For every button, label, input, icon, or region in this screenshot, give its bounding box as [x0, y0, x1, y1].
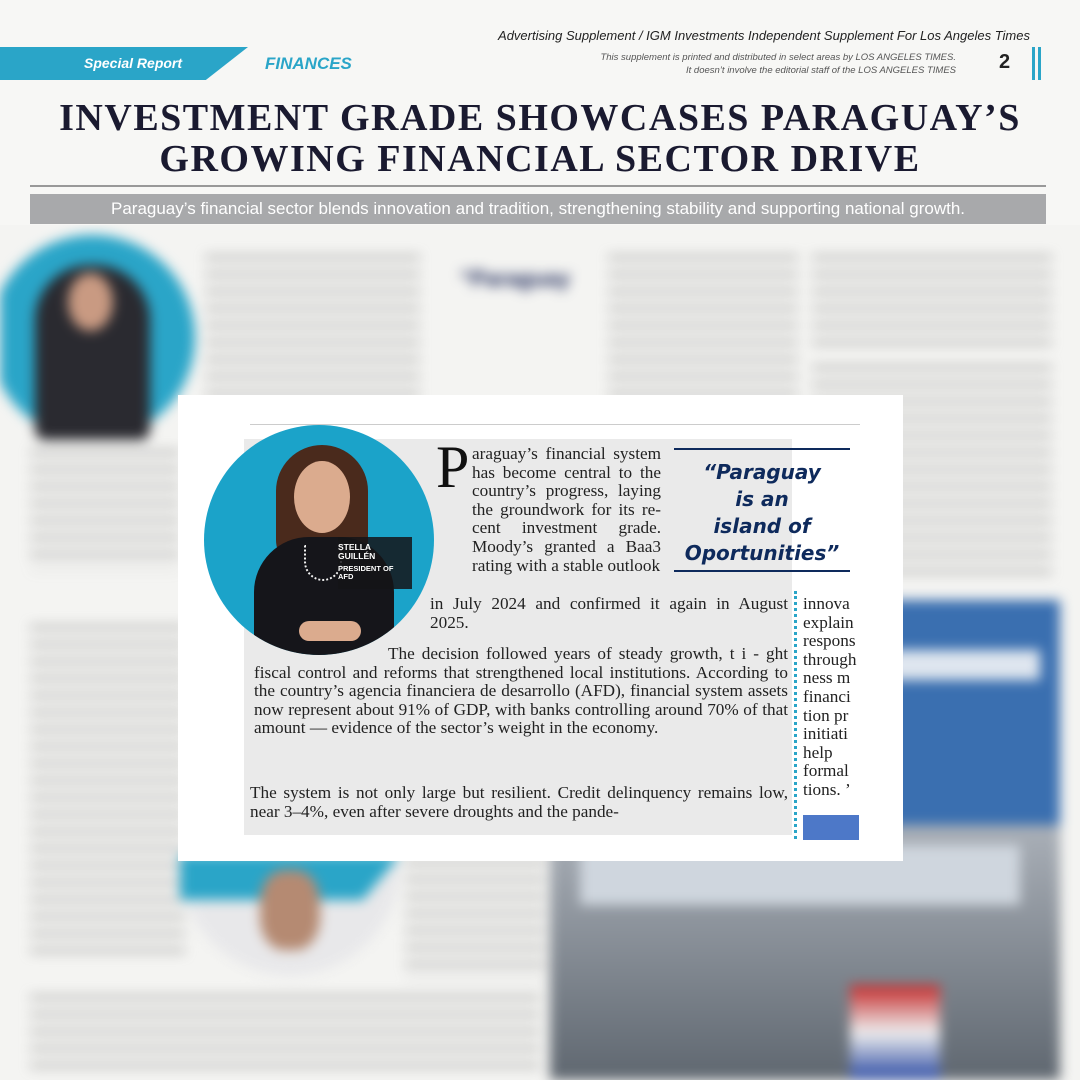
side-column-line: innova	[803, 595, 850, 613]
side-column-line: tion pr	[803, 705, 849, 725]
portrait-caption	[338, 537, 412, 589]
inset-top-rule	[250, 424, 860, 425]
headline	[20, 98, 1060, 180]
paragraph-3: The system is not only large but resilient. Credit delinquency remains low, near 3–4%, even after severe droughts and the pande-	[250, 783, 788, 821]
side-column-line: formal	[803, 761, 849, 781]
side-column-line: through	[803, 649, 857, 669]
side-column-line: help	[803, 742, 833, 762]
background-building-photo	[550, 825, 1060, 1080]
disclaimer-line: This supplement is printed and distributed in select areas by LOS ANGELES TIMES.	[600, 52, 956, 63]
pull-quote-rule	[674, 448, 850, 450]
background-text-column	[812, 255, 1052, 345]
headline-line: GROWING FINANCIAL SECTOR DRIVE	[159, 138, 921, 180]
page-number: 2	[999, 51, 1011, 73]
drop-cap: P	[436, 434, 470, 500]
side-column-image	[803, 815, 859, 840]
side-column-line: ness m	[803, 668, 851, 688]
background-text-column	[405, 860, 545, 980]
headline-rule	[30, 185, 1046, 187]
column-divider	[794, 591, 797, 839]
pull-quote-line: “Paraguay	[703, 460, 821, 484]
section-label: FINANCES	[265, 54, 352, 73]
paragraph-2: The decision followed years of steady growth, t i - ght fiscal control and reforms that strengthened local institutions. According to the country’s agencia financiera de desarrollo (AFD), financial system assets now represent about 91% of GDP, with banks controlling around 70% of that amount — evidence of the sector’s weight in the economy.	[254, 644, 788, 738]
side-column-line: financi	[803, 686, 851, 706]
page-bar	[1038, 47, 1041, 80]
paragraph-1-end: in July 2024 and confirmed it again in August 2025.	[430, 594, 788, 632]
supplement-line: Advertising Supplement / IGM Investments Independent Supplement For Los Angeles Times	[498, 28, 1030, 43]
background-text-column	[30, 625, 185, 955]
background-text-column	[30, 995, 540, 1080]
article-inset-card	[178, 395, 903, 861]
caption-name-line: STELLA	[338, 542, 372, 552]
pull-quote-line: island of	[713, 514, 811, 538]
special-report-label: Special Report	[84, 55, 183, 71]
deck-subtitle: Paraguay’s financial sector blends innovation and tradition, strengthening stability and supporting national growth.	[30, 194, 1046, 224]
paragraph-1-start: araguay’s financial system has become central to the country’s progress, laying the groundwork for its recent investment grade. Moody’s granted a Baa3 rating with a stable outlook	[472, 444, 661, 575]
background-pull-quote	[440, 265, 590, 375]
background-portrait	[180, 855, 400, 975]
caption-title-line: AFD	[338, 572, 354, 581]
caption-name-line: GUILLÉN	[338, 551, 376, 561]
background-portrait	[0, 235, 195, 440]
pull-quote	[674, 448, 850, 572]
side-column-line: explain	[803, 612, 854, 632]
background-text-column	[30, 450, 180, 570]
side-column-line: initiati	[803, 724, 848, 744]
side-column-text	[803, 595, 859, 800]
page-header	[0, 0, 1080, 225]
caption-title-line: PRESIDENT OF	[338, 564, 394, 573]
pull-quote-line: is an	[735, 487, 789, 511]
pull-quote-line: Oportunities”	[684, 541, 840, 565]
background-quote-text: “Paraguay	[459, 266, 571, 291]
caption-name	[338, 543, 375, 561]
caption-title	[338, 565, 393, 581]
page-bar	[1032, 47, 1035, 80]
pull-quote-text	[674, 459, 850, 567]
headline-line: INVESTMENT GRADE SHOWCASES PARAGUAY’S	[59, 97, 1021, 139]
side-column-line: respons	[803, 631, 856, 651]
disclaimer	[600, 51, 956, 77]
disclaimer-line: It doesn’t involve the editorial staff of the LOS ANGELES TIMES	[686, 65, 956, 76]
pull-quote-rule	[674, 570, 850, 572]
side-column-line: tions. ’	[803, 779, 851, 799]
